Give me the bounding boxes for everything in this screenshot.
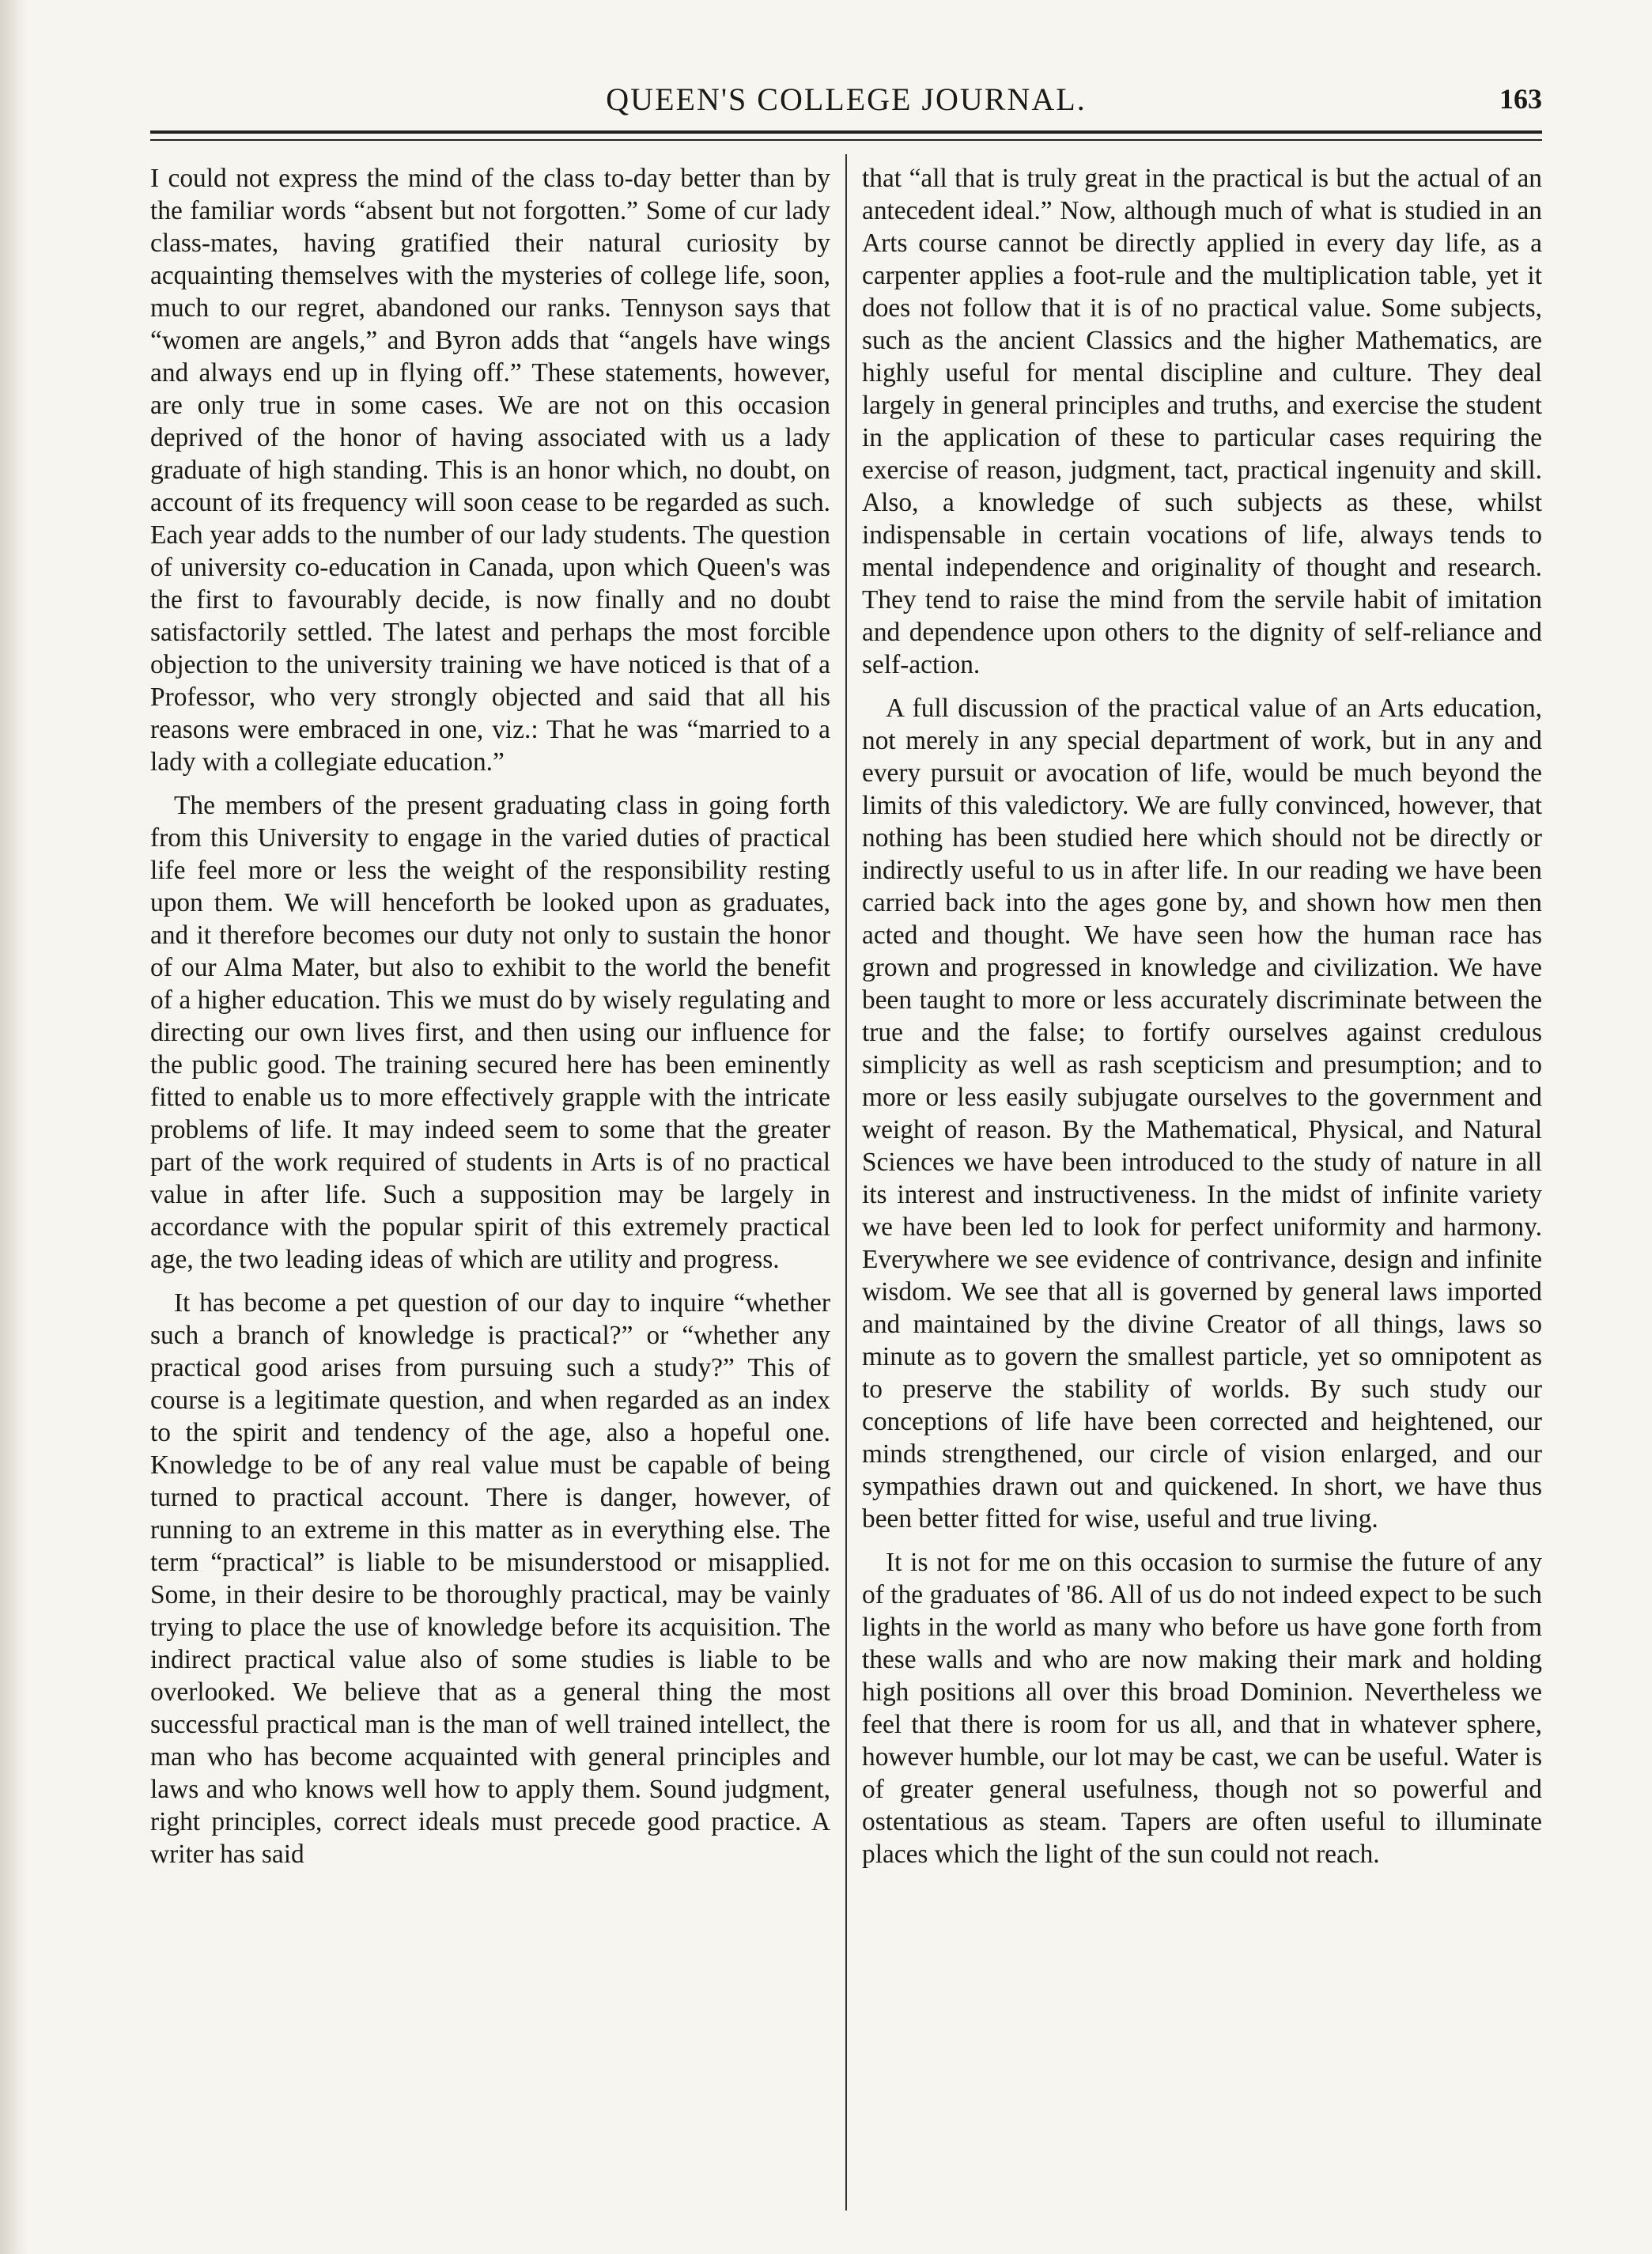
right-column — [862, 162, 1542, 1881]
paragraph: It is not for me on this occasion to surmise the future of any of the graduates of '86. All of us do not indeed expect to be such lights in the world as many who before us have gone forth from these walls and who are now making their mark and holding high positions all over this broad Dominion. Nevertheless we feel that there is room for us all, and that in whatever sphere, however humble, our lot may be cast, we can be useful. Water is of greater general usefulness, though not so powerful and ostentatious as steam. Tapers are often useful to illuminate places which the light of the sun could not reach. — [862, 1548, 1542, 1869]
header-rule-thick — [150, 130, 1542, 134]
header-rule-thin — [150, 139, 1542, 141]
paragraph: that “all that is truly great in the practical is but the actual of an antecedent ideal.” Now, although much of what is studied in an Arts course cannot be directly applied in every day life, as a carpenter applies a foot-rule and the multiplication table, yet it does not follow that it is of no practical value. Some subjects, such as the ancient Classics and the higher Mathematics, are highly useful for mental discipline and culture. They deal largely in general principles and truths, and exercise the student in the application of these to particular cases requiring the exercise of reason, judgment, tact, practical ingenuity and skill. Also, a knowledge of such subjects as these, whilst indispensable in certain vocations of life, always tends to mental independence and originality of thought and research. They tend to raise the mind from the servile habit of imitation and dependence upon others to the dignity of self-reliance and self-action. — [862, 164, 1542, 679]
paragraph: It has become a pet question of our day to inquire “whether such a branch of knowledge is practical?” or “whether any practical good arises from pursuing such a study?” This of course is a legitimate question, and when regarded as an index to the spirit and tendency of the age, also a hopeful one. Knowledge to be of any real value must be capable of being turned to practical account. There is danger, however, of running to an extreme in this matter as in everything else. The term “practical” is liable to be misunderstood or misapplied. Some, in their desire to be thoroughly practical, may be vainly trying to place the use of knowledge before its acquisition. The indirect practical value also of some studies is liable to be overlooked. We believe that as a general thing the most successful practical man is the man of well trained intellect, the man who has become acquainted with general principles and laws and who knows well how to apply them. Sound judgment, right principles, correct ideals must precede good practice. A writer has said — [150, 1288, 830, 1869]
paragraph: The members of the present graduating class in going forth from this University to engage in the varied duties of practical life feel more or less the weight of the responsibility resting upon them. We will henceforth be looked upon as graduates, and it therefore becomes our duty not only to sustain the honor of our Alma Mater, but also to exhibit to the world the benefit of a higher education. This we must do by wisely regulating and directing our own lives first, and then using our influence for the public good. The training secured here has been eminently fitted to enable us to more effectively grapple with the intricate problems of life. It may indeed seem to some that the greater part of the work required of students in Arts is of no practical value in after life. Such a supposition may be largely in accordance with the popular spirit of this extremely practical age, the two leading ideas of which are utility and progress. — [150, 791, 830, 1274]
journal-title: QUEEN'S COLLEGE JOURNAL. — [606, 81, 1087, 117]
page-binding-edge — [0, 0, 28, 2254]
left-column — [150, 162, 830, 1881]
page-number: 163 — [1499, 83, 1542, 115]
page-header — [150, 73, 1542, 128]
column-divider — [845, 154, 847, 2211]
paragraph: A full discussion of the practical value of an Arts education, not merely in any special department of work, but in any and every pursuit or avocation of life, would be much beyond the limits of this valedictory. We are fully convinced, however, that nothing has been studied here which should not be directly or indirectly useful to us in after life. In our reading we have been carried back into the ages gone by, and shown how men then acted and thought. We have seen how the human race has grown and progressed in knowledge and civilization. We have been taught to more or less accurately discriminate between the true and the false; to fortify ourselves against credulous simplicity as well as rash scepticism and presumption; and to more or less easily subjugate ourselves to the government and weight of reason. By the Mathematical, Physical, and Natural Sciences we have been introduced to the study of nature in all its interest and instructiveness. In the midst of infinite variety we have been led to look for perfect uniformity and harmony. Everywhere we see evidence of contrivance, design and infinite wisdom. We see that all is governed by general laws imported and maintained by the divine Creator of all things, laws so minute as to govern the smallest particle, yet so omnipotent as to preserve the stability of worlds. By such study our conceptions of life have been corrected and heightened, our minds strengthened, our circle of vision enlarged, and our sympathies drawn out and quickened. In short, we have thus been better fitted for wise, useful and true living. — [862, 694, 1542, 1534]
paragraph: I could not express the mind of the class to-day better than by the familiar words “absent but not forgotten.” Some of cur lady class-mates, having gratified their natural curiosity by acquainting themselves with the mysteries of college life, soon, much to our regret, abandoned our ranks. Tennyson says that “women are angels,” and Byron adds that “angels have wings and always end up in flying off.” These statements, however, are only true in some cases. We are not on this occasion deprived of the honor of having associated with us a lady graduate of high standing. This is an honor which, no doubt, on account of its frequency will soon cease to be regarded as such. Each year adds to the number of our lady students. The question of university co-education in Canada, upon which Queen's was the first to favourably decide, is now finally and no doubt satisfactorily settled. The latest and perhaps the most forcible objection to the university training we have noticed is that of a Professor, who very strongly objected and said that all his reasons were embraced in one, viz.: That he was “married to a lady with a collegiate education.” — [150, 164, 830, 777]
